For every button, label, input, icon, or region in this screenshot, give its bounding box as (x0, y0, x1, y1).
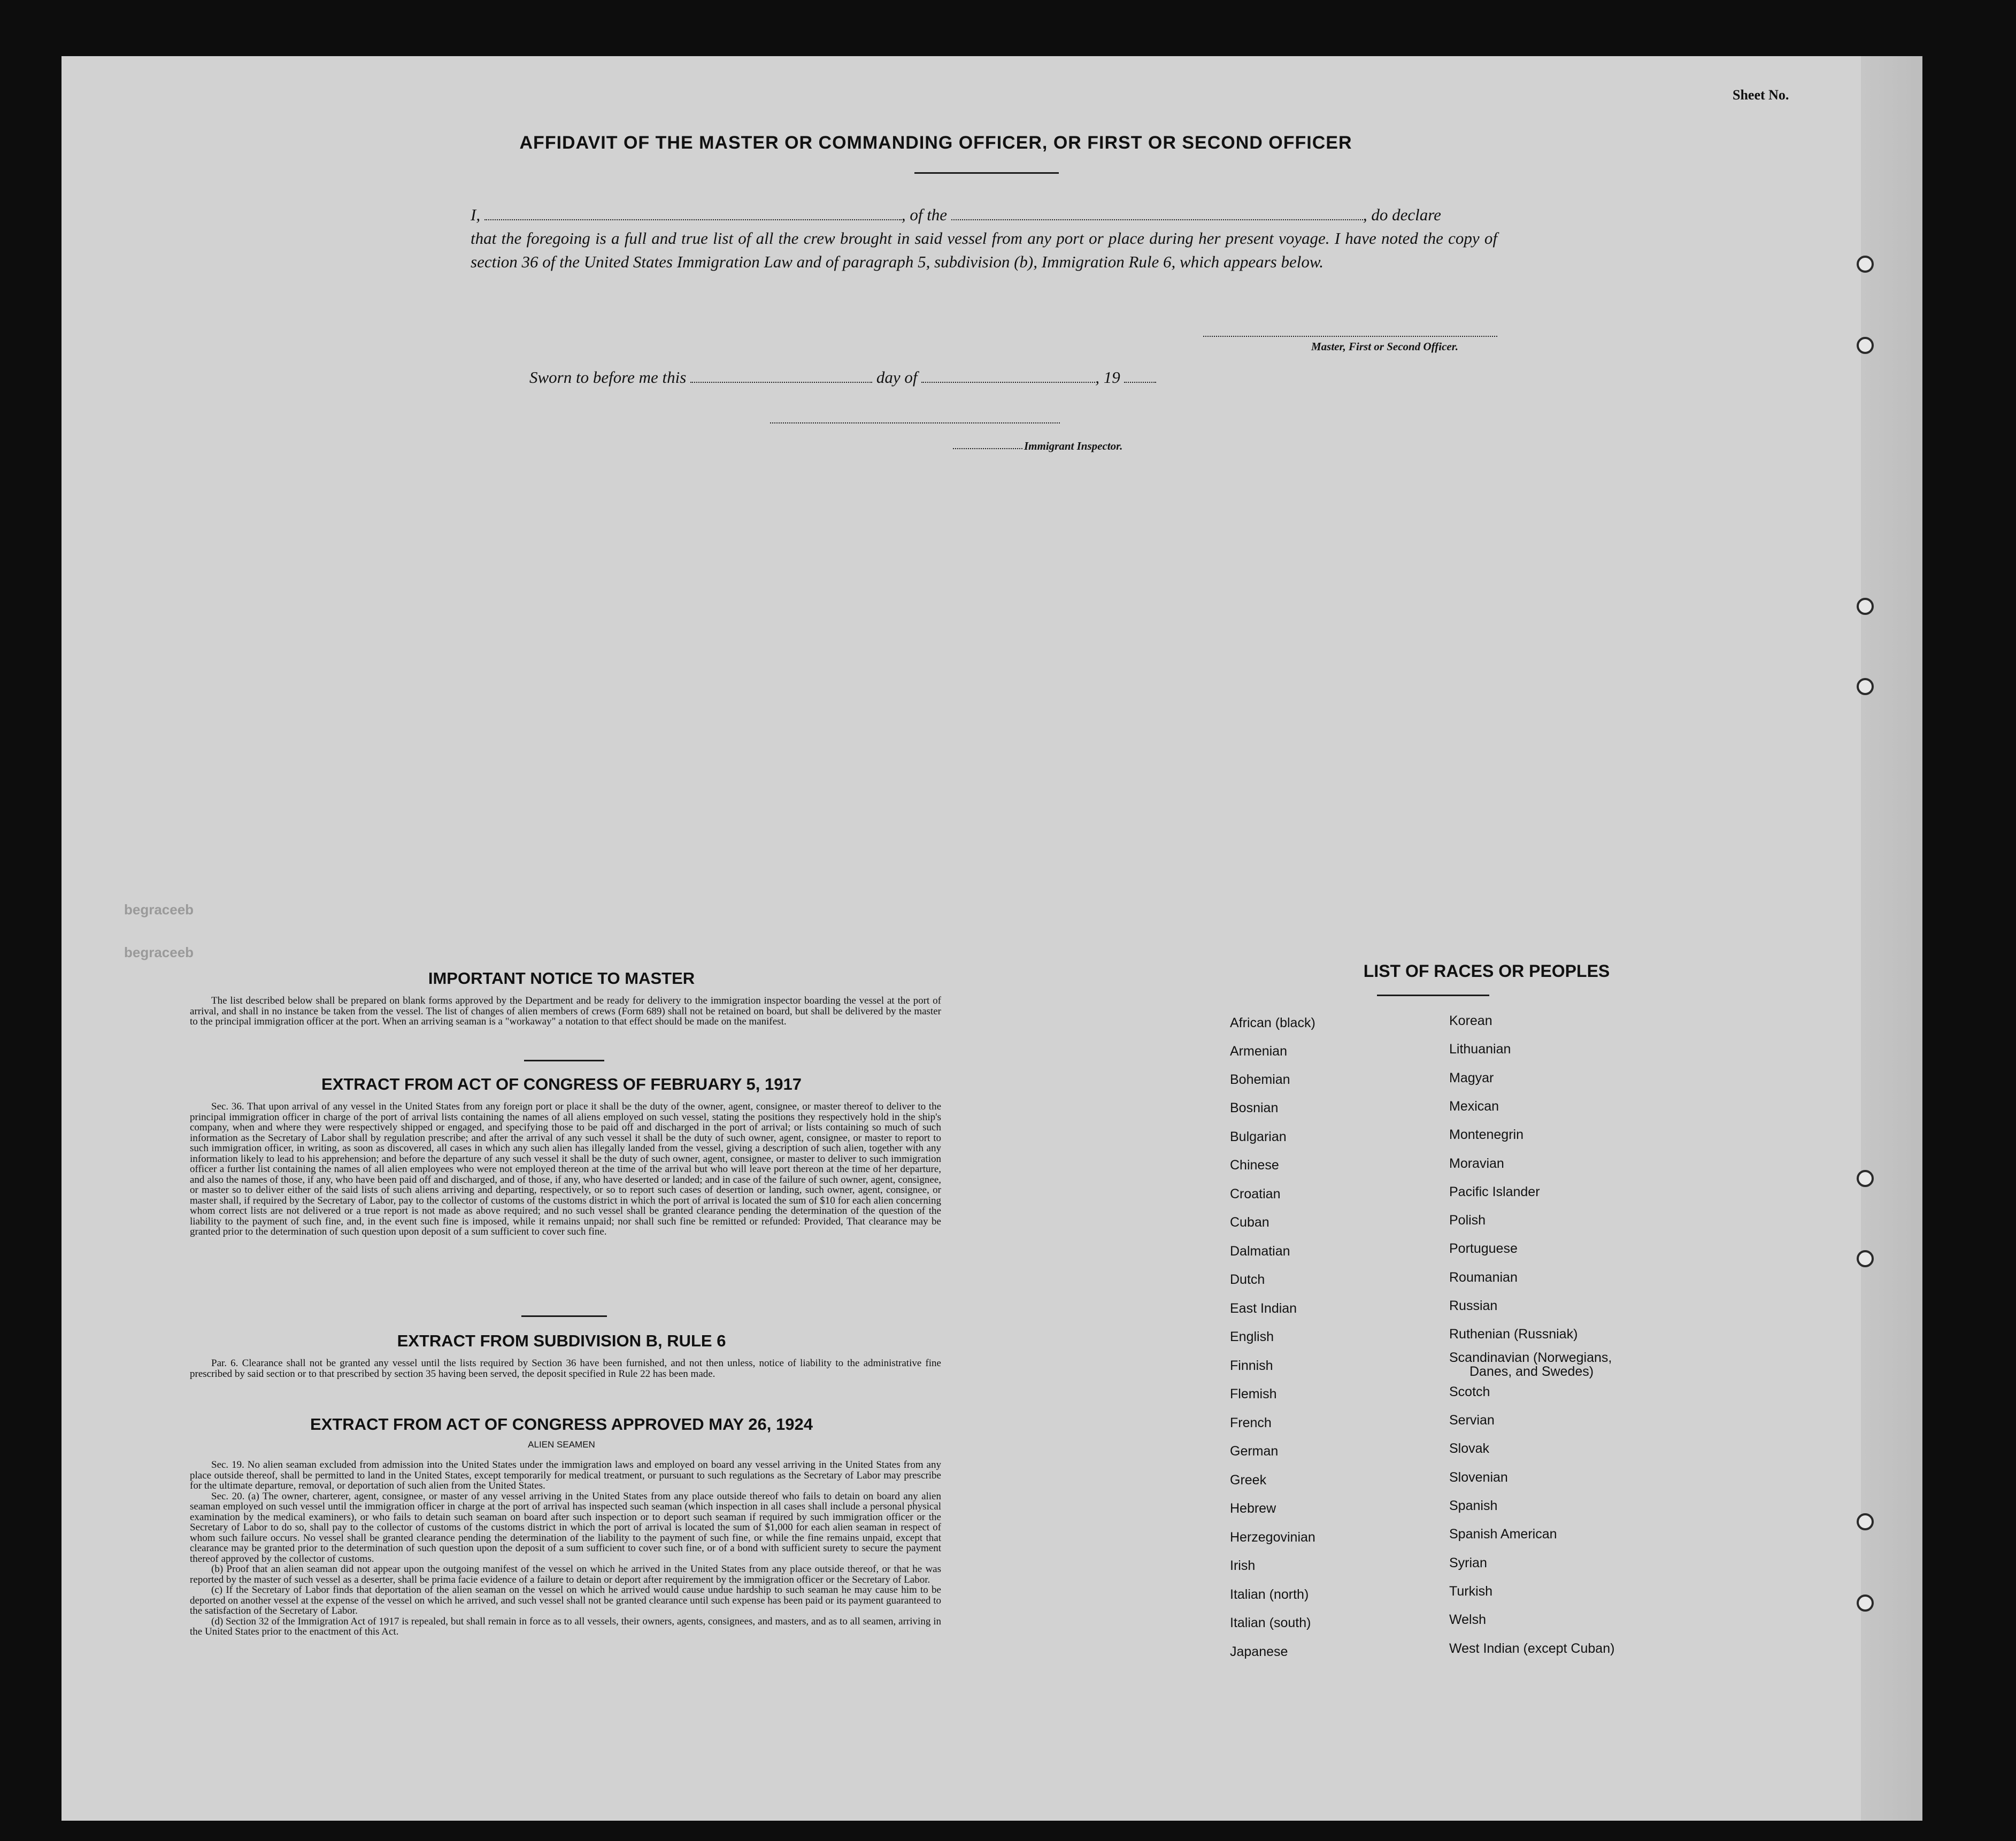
race-item: Portuguese (1449, 1241, 1518, 1256)
sheet-number-label: Sheet No. (1733, 87, 1789, 103)
affidavit-declaration-line (471, 203, 1497, 227)
sworn-prefix: Sworn to before me this (529, 368, 687, 387)
sec-19-paragraph: Sec. 19. No alien seaman excluded from admission into the United States under the immigration laws and employed on board any vessel arriving in the United States from any place outside thereof, shall be permitted to land in the United States, except temporarily for medical treatment, or pursuant to such regulations as the Secretary of Labor may prescribe for the ultimate departure, removal, or deportation of such alien from the United States. (190, 1459, 941, 1491)
race-item: Armenian (1230, 1044, 1287, 1059)
race-item: Dalmatian (1230, 1244, 1290, 1259)
race-item: Magyar (1449, 1070, 1494, 1085)
race-item: English (1230, 1329, 1274, 1344)
race-item: Scotch (1449, 1384, 1490, 1399)
affidavit-do-declare: , do declare (1363, 205, 1441, 224)
extract-1917-title: EXTRACT FROM ACT OF CONGRESS OF FEBRUARY 5, 1917 (321, 1075, 802, 1093)
affidavit-body (471, 203, 1497, 274)
sec-20c-paragraph: (c) If the Secretary of Labor finds that deportation of the alien seaman on the vessel on which he arrived would cause undue hardship to such seaman he may cause him to be deported on another vessel at the expense of the vessel on which he arrived, and such vessel shall not be granted clearance until such expense has been paid or its payment guaranteed to the satisfaction of the Secretary of Labor. (190, 1584, 941, 1616)
sworn-line (529, 368, 1156, 387)
binder-hole-icon (1857, 678, 1874, 695)
affidavit-text: that the foregoing is a full and true list of all the crew brought in said vessel from any port or place during her present voyage. I have noted the copy of section 36 of the United States Immigration Law and of paragraph 5, subdivision (b), Immigration Rule 6, which appears below. (471, 229, 1497, 271)
race-item: French (1230, 1415, 1272, 1430)
extract-1924-title: EXTRACT FROM ACT OF CONGRESS APPROVED MAY 26, 1924 (310, 1415, 813, 1434)
inspector-caption: Immigrant Inspector. (1024, 440, 1123, 452)
race-item: East Indian (1230, 1301, 1297, 1316)
race-item: Roumanian (1449, 1270, 1518, 1285)
sec-20a-paragraph: Sec. 20. (a) The owner, charterer, agent, consignee, or master of any vessel arriving in the United States from any place outside thereof who fails to detain on board any alien seaman employed on such vessel until the immigration officer in charge at the port of arrival has inspected such seaman (which inspection in all cases shall include a personal physical examination by the medical examiners), or who fails to detain such seaman on board after such inspection or to deport such seaman if required by such immigration officer or the Secretary of Labor to do so, shall pay to the collector of customs of the customs district in which the port of arrival is located the sum of $1,000 for each alien seaman in respect of whom such failure occurs. No vessel shall be granted clearance pending the determination of the liability to the payment of such fine, or while the fine remains unpaid, except that clearance may be granted prior to the determination of such question upon the deposit of a sum sufficient to cover such fine, or of a bond with sufficient surety to secure the payment thereof approved by the collector of customs. (190, 1490, 941, 1565)
race-item: Italian (north) (1230, 1587, 1309, 1602)
sworn-month-blank (921, 371, 1095, 383)
race-item: Chinese (1230, 1158, 1279, 1173)
binder-hole-icon (1857, 1513, 1874, 1530)
race-item: Croatian (1230, 1187, 1281, 1201)
notice-title: IMPORTANT NOTICE TO MASTER (428, 969, 695, 988)
divider (914, 172, 1059, 174)
binder-hole-icon (1857, 598, 1874, 615)
sheet-edge (1861, 56, 1922, 1821)
extract-1917-text (190, 1101, 941, 1237)
extract-rule6-title: EXTRACT FROM SUBDIVISION B, RULE 6 (397, 1331, 726, 1350)
race-item: Slovak (1449, 1441, 1490, 1456)
race-item: Bulgarian (1230, 1129, 1287, 1144)
extract-1924-subtitle: ALIEN SEAMEN (528, 1439, 595, 1450)
race-item: Syrian (1449, 1555, 1487, 1570)
race-item: Japanese (1230, 1644, 1288, 1659)
race-item: Bohemian (1230, 1072, 1290, 1087)
race-item: Irish (1230, 1558, 1256, 1573)
race-item: West Indian (except Cuban) (1449, 1641, 1615, 1656)
races-title: LIST OF RACES OR PEOPLES (1363, 961, 1610, 981)
race-item: Danes, and Swedes) (1469, 1364, 1594, 1379)
race-item: Montenegrin (1449, 1127, 1523, 1142)
race-item: Italian (south) (1230, 1615, 1311, 1630)
extract-1924-text (190, 1460, 941, 1637)
race-item: Finnish (1230, 1358, 1273, 1373)
inspector-caption-leader (953, 448, 1022, 449)
extract-rule6-paragraph: Par. 6. Clearance shall not be granted any vessel until the lists required by Section 36 have been furnished, and not then unless, notice of liability to the administrative fine prescribed by said section or to that prescribed by section 35 having been served, the deposit specified in Rule 22 has been made. (190, 1358, 941, 1380)
race-item: Polish (1449, 1213, 1486, 1228)
divider (1377, 995, 1489, 996)
race-item: Mexican (1449, 1099, 1499, 1114)
vessel-blank (951, 209, 1363, 220)
race-item: Bosnian (1230, 1100, 1279, 1115)
binder-hole-icon (1857, 1594, 1874, 1612)
race-item: Flemish (1230, 1386, 1277, 1401)
sworn-year-blank (1124, 371, 1156, 383)
race-item: African (black) (1230, 1015, 1315, 1030)
inspector-signature-line (770, 422, 1060, 423)
sec-20d-paragraph: (d) Section 32 of the Immigration Act of 1917 is repealed, but shall remain in force as to all vessels, their owners, agents, consignees, and masters, and as to all seamen, arriving in the United States prior to the enactment of this Act. (190, 1615, 941, 1637)
race-item: Spanish (1449, 1498, 1498, 1513)
divider (521, 1315, 607, 1317)
sec-20b-paragraph: (b) Proof that an alien seaman did not appear upon the outgoing manifest of the vessel on which he arrived in the United States from any place outside thereof, or that he was reported by the master of such vessel as a deserter, shall be prima facie evidence of a failure to detain or deport after requirement by the immigration officer or the Secretary of Labor. (190, 1563, 941, 1585)
extract-1917-paragraph: Sec. 36. That upon arrival of any vessel in the United States from any foreign port or place it shall be the duty of the owner, agent, consignee, or master thereof to deliver to the principal immigration officer in charge of the port of arrival lists containing the names of all aliens employed on such vessel, stating the positions they respectively hold in the ship's company, when and where they were respectively shipped or engaged, and specifying those to be paid off and discharged in the port of arrival; or lists containing so much of such information as the Secretary of Labor shall by regulation prescribe; and after the arrival of any such vessel it shall be the duty of such owner, agent, consignee, or master to report to such immigration officer, in writing, as soon as discovered, all cases in which any such alien has illegally landed from the vessel, giving a description of such alien, together with any information likely to lead to his apprehension; and before the departure of any such vessel it shall be the duty of such owner, agent, consignee, or master to deliver to such immigration officer a further list containing the names of all alien employees who were not employed thereon at the time of the arrival but who will leave port thereon at the time of her departure, and also the names of those, if any, who have been paid off and discharged, and of those, if any, who have deserted or landed; and in case of the failure of such owner, agent, consignee, or master so to deliver either of the said lists of such aliens arriving and departing, respectively, or so to report such cases of desertion or landing, such owner, agent, consignee, or master shall, if required by the Secretary of Labor, pay to the collector of customs of the customs district in which the port of arrival is located the sum of $10 for each alien concerning whom correct lists are not delivered or a true report is not made as above required; and no such vessel shall be granted clearance pending the determination of the question of the liability to the payment of such fine, and, in the event such fine is imposed, while it remains unpaid; nor shall such fine be remitted or refunded: Provided, That clearance may be granted prior to the determination of such question upon deposit of a sum sufficient to cover such fine. (190, 1101, 941, 1237)
affidavit-i: I, (471, 205, 481, 224)
sworn-day-blank (690, 371, 872, 383)
notice-paragraph: The list described below shall be prepared on blank forms approved by the Department and be ready for delivery to the immigration inspector boarding the vessel at the port of arrival, and shall in no instance be taken from the vessel. The list of changes of alien members of crews (Form 689) shall not be retained on board, but shall be delivered by the master to the principal immigration officer at the port. When an arriving seaman is a "workaway" a notation to that effect should be made on the manifest. (190, 995, 941, 1027)
race-item: Herzegovinian (1230, 1530, 1315, 1545)
race-item: Servian (1449, 1413, 1495, 1428)
race-item: Dutch (1230, 1272, 1265, 1287)
binder-hole-icon (1857, 337, 1874, 354)
affidavit-title: AFFIDAVIT OF THE MASTER OR COMMANDING OFFICER, OR FIRST OR SECOND OFFICER (519, 133, 1352, 153)
notice-text (190, 996, 941, 1027)
race-item: Welsh (1449, 1612, 1487, 1627)
name-blank (484, 209, 902, 220)
race-item: Greek (1230, 1473, 1267, 1488)
binder-hole-icon (1857, 1250, 1874, 1267)
extract-rule6-text (190, 1358, 941, 1379)
race-item: German (1230, 1444, 1279, 1459)
race-item: Pacific Islander (1449, 1184, 1540, 1199)
race-item: Hebrew (1230, 1501, 1276, 1516)
race-item: Russian (1449, 1298, 1498, 1313)
race-item: Turkish (1449, 1584, 1493, 1599)
divider (524, 1060, 604, 1061)
sworn-year: , 19 (1095, 368, 1120, 387)
sworn-day-of: day of (876, 368, 918, 387)
race-item: Spanish American (1449, 1527, 1557, 1542)
race-item: Moravian (1449, 1156, 1504, 1171)
officer-caption: Master, First or Second Officer. (1311, 340, 1458, 353)
margin-mark: begraceeb (124, 902, 194, 918)
race-item: Lithuanian (1449, 1042, 1511, 1057)
margin-mark: begraceeb (124, 944, 194, 960)
binder-hole-icon (1857, 256, 1874, 273)
affidavit-of-the: , of the (901, 205, 948, 224)
race-item: Korean (1449, 1013, 1492, 1028)
race-item: Cuban (1230, 1215, 1269, 1230)
race-item: Ruthenian (Russniak) (1449, 1327, 1578, 1342)
binder-hole-icon (1857, 1170, 1874, 1187)
officer-signature-line (1203, 336, 1497, 337)
race-item: Slovenian (1449, 1470, 1508, 1485)
race-item: Scandinavian (Norwegians, (1449, 1350, 1612, 1365)
